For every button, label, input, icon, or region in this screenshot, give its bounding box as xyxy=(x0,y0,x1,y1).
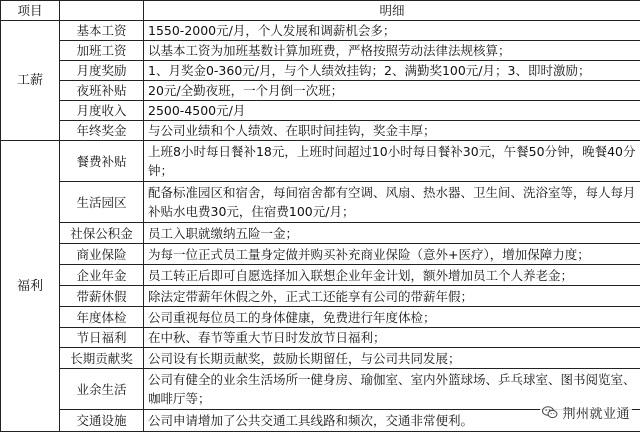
row-detail: 公司有健全的业余生活场所一健身房、瑜伽室、室内外篮球场、乒乓球室、图书阅览室、咖啡厅等； xyxy=(144,369,640,410)
table-row xyxy=(1,244,640,265)
watermark xyxy=(540,403,632,422)
category-welfare: 福利 xyxy=(1,141,60,432)
row-item: 商业保险 xyxy=(60,244,144,265)
row-item: 年度体检 xyxy=(60,307,144,328)
row-detail: 公司重视每位员工的身体健康，免费进行年度体检； xyxy=(144,307,640,328)
table-row xyxy=(1,101,640,121)
row-item: 加班工资 xyxy=(60,41,144,61)
row-item: 节日福利 xyxy=(60,328,144,348)
row-item: 夜班补贴 xyxy=(60,81,144,101)
row-detail: 以基本工资为加班基数计算加班费，严格按照劳动法律法规核算； xyxy=(144,41,640,61)
category-salary: 工薪 xyxy=(1,21,60,141)
row-item: 企业年金 xyxy=(60,265,144,286)
row-item: 交通设施 xyxy=(60,410,144,432)
table-row xyxy=(1,141,640,182)
row-item: 月度收入 xyxy=(60,101,144,121)
header-subitem xyxy=(60,1,144,21)
row-detail: 员工转正后即可自愿选择加入联想企业年金计划，额外增加员工个人养老金； xyxy=(144,265,640,286)
row-detail: 1550-2000元/月，个人发展和调薪机会多； xyxy=(144,21,640,41)
row-detail: 为每一位正式员工量身定做并购买补充商业保险（意外+医疗），增加保障力度； xyxy=(144,244,640,265)
watermark-text: 荆州就业通 xyxy=(562,407,630,422)
table-header-row xyxy=(1,1,640,21)
table-row xyxy=(1,286,640,307)
row-detail: 20元/全勤夜班，一个月倒一次班； xyxy=(144,81,640,101)
row-detail: 上班8小时每日餐补18元，上班时间超过10小时每日餐补30元，午餐50分钟，晚餐40分钟； xyxy=(144,141,640,182)
table-row xyxy=(1,61,640,81)
row-item: 社保公积金 xyxy=(60,223,144,244)
row-detail: 1、月奖金0-360元/月，与个人绩效挂钩；2、满勤奖100元/月；3、即时激励； xyxy=(144,61,640,81)
table-row xyxy=(1,121,640,141)
row-detail: 员工入职就缴纳五险一金； xyxy=(144,223,640,244)
table-row xyxy=(1,223,640,244)
row-detail: 除法定带薪年休假之外，正式工还能享有公司的带薪年假； xyxy=(144,286,640,307)
row-detail: 在中秋、春节等重大节日时发放节日福利； xyxy=(144,328,640,348)
row-item: 基本工资 xyxy=(60,21,144,41)
row-item: 生活园区 xyxy=(60,182,144,223)
table-row xyxy=(1,41,640,61)
row-item: 带薪休假 xyxy=(60,286,144,307)
header-detail: 明细 xyxy=(144,1,640,21)
table-row xyxy=(1,81,640,101)
table-row xyxy=(1,328,640,348)
row-item: 月度奖励 xyxy=(60,61,144,81)
table-row xyxy=(1,182,640,223)
row-item: 业余生活 xyxy=(60,369,144,410)
row-detail: 2500-4500元/月 xyxy=(144,101,640,121)
table-row xyxy=(1,348,640,369)
row-item: 年终奖金 xyxy=(60,121,144,141)
row-detail: 公司申请增加了公共交通工具线路和频次，交通非常便利。 xyxy=(144,410,640,432)
row-detail: 公司设有长期贡献奖，鼓励长期留任，与公司共同发展； xyxy=(144,348,640,369)
table-row xyxy=(1,21,640,41)
row-item: 餐费补贴 xyxy=(60,141,144,182)
row-detail: 配备标准园区和宿舍，每间宿舍都有空调、风扇、热水器、卫生间、洗浴室等，每人每月补贴水电费30元，住宿费100元/月； xyxy=(144,182,640,223)
wechat-icon xyxy=(542,406,558,419)
row-item: 长期贡献奖 xyxy=(60,348,144,369)
row-detail: 与公司业绩和个人绩效、在职时间挂钩，奖金丰厚； xyxy=(144,121,640,141)
header-item: 项目 xyxy=(1,1,60,21)
table-row xyxy=(1,307,640,328)
table-row xyxy=(1,265,640,286)
